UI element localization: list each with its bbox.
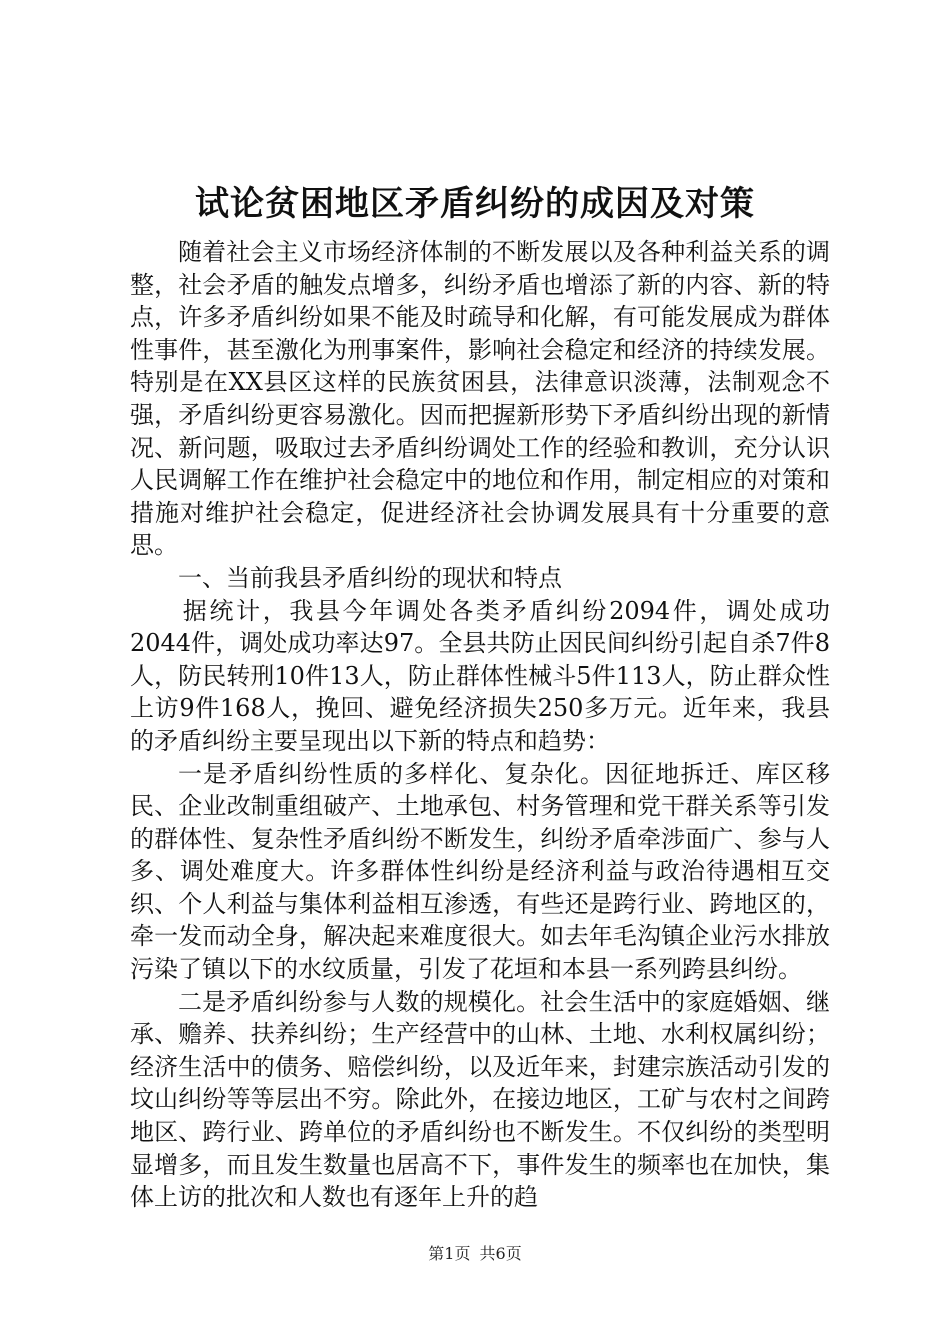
document-body [130, 236, 830, 1214]
paragraph-statistics: 据统计，我县今年调处各类矛盾纠纷2094件，调处成功2044件，调处成功率达97。全县共防止因民间纠纷引起自杀7件8人，防民转刑10件13人，防止群体性械斗5件113人，防止群众性上访9件168人，挽回、避免经济损失250多万元。近年来，我县的矛盾纠纷主要呈现出以下新的特点和趋势： [130, 596, 830, 755]
page-total: 共6页 [479, 1244, 522, 1263]
section-heading: 一、当前我县矛盾纠纷的现状和特点 [178, 563, 562, 592]
page-footer [0, 1243, 950, 1265]
paragraph-point-one: 一是矛盾纠纷性质的多样化、复杂化。因征地拆迁、库区移民、企业改制重组破产、土地承包、村务管理和党干群关系等引发的群体性、复杂性矛盾纠纷不断发生，纠纷矛盾牵涉面广、参与人多、调处难度大。许多群体性纠纷是经济利益与政治待遇相互交织、个人利益与集体利益相互渗透，有些还是跨行业、跨地区的，牵一发而动全身，解决起来难度很大。如去年毛沟镇企业污水排放污染了镇以下的水纹质量，引发了花垣和本县一系列跨县纠纷。 [130, 759, 830, 984]
paragraph-point-two: 二是矛盾纠纷参与人数的规模化。社会生活中的家庭婚姻、继承、赡养、扶养纠纷；生产经营中的山林、土地、水利权属纠纷；经济生活中的债务、赔偿纠纷，以及近年来，封建宗族活动引发的坟山纠纷等等层出不穷。除此外，在接边地区，工矿与农村之间跨地区、跨行业、跨单位的矛盾纠纷也不断发生。不仅纠纷的类型明显增多，而且发生数量也居高不下，事件发生的频率也在加快，集体上访的批次和人数也有逐年上升的趋 [130, 987, 830, 1212]
document-title: 试论贫困地区矛盾纠纷的成因及对策 [195, 184, 755, 224]
page-number: 第1页 [428, 1244, 471, 1263]
paragraph-intro: 随着社会主义市场经济体制的不断发展以及各种利益关系的调整，社会矛盾的触发点增多，纠纷矛盾也增添了新的内容、新的特点，许多矛盾纠纷如果不能及时疏导和化解，有可能发展成为群体性事件，甚至激化为刑事案件，影响社会稳定和经济的持续发展。特别是在XX县区这样的民族贫困县，法律意识淡薄，法制观念不强，矛盾纠纷更容易激化。因而把握新形势下矛盾纠纷出现的新情况、新问题，吸取过去矛盾纠纷调处工作的经验和教训，充分认识人民调解工作在维护社会稳定中的地位和作用，制定相应的对策和措施对维护社会稳定，促进经济社会协调发展具有十分重要的意思。 [130, 238, 830, 560]
